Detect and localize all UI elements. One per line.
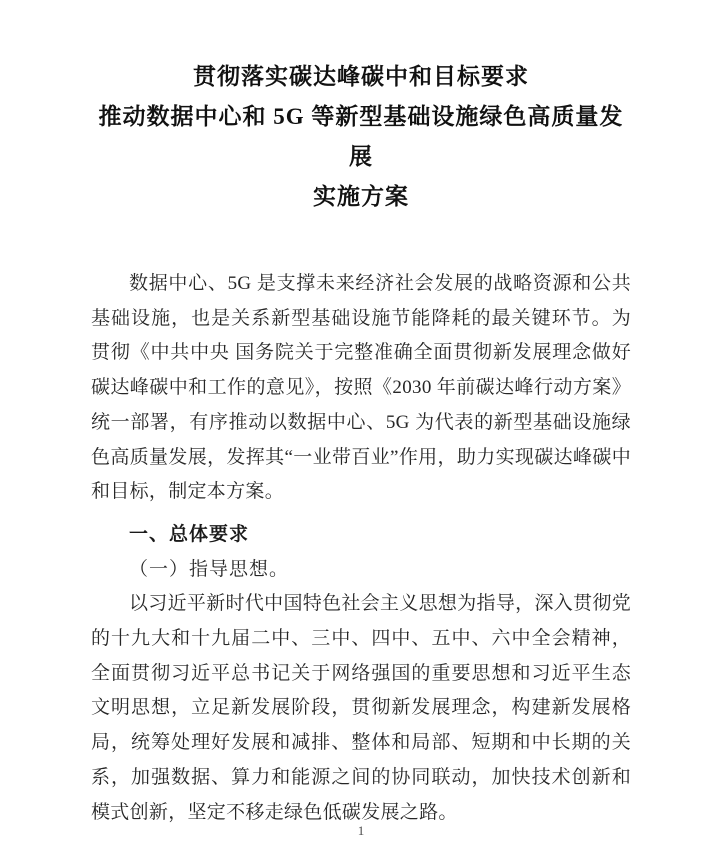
section-heading-overall-requirements: 一、总体要求 xyxy=(129,523,250,545)
title-line-1: 贯彻落实碳达峰碳中和目标要求 xyxy=(193,64,529,89)
page-number: 1 xyxy=(357,823,365,838)
intro-paragraph: 数据中心、5G 是支撑未来经济社会发展的战略资源和公共基础设施，也是关系新型基础设施节能降耗的最关键环节。为贯彻《中共中央 国务院关于完整准确全面贯彻新发展理念做好碳达峰碳中和工作的意见》，按照《2030 年前碳达峰行动方案》统一部署，有序推动以数据中心、5G 为代表的新型基础设施绿色高质量发展，发挥其“一业带百业”作用，助力实现碳达峰碳中和目标，制定本方案。 xyxy=(91,273,631,503)
title-line-3: 实施方案 xyxy=(313,184,409,209)
document-body xyxy=(91,267,631,830)
guiding-ideology-paragraph: 以习近平新时代中国特色社会主义思想为指导，深入贯彻党的十九大和十九届二中、三中、四中、五中、六中全会精神，全面贯彻习近平总书记关于网络强国的重要思想和习近平生态文明思想，立足新发展阶段，贯彻新发展理念，构建新发展格局，统筹处理好发展和减排、整体和局部、短期和中长期的关系，加强数据、算力和能源之间的协同联动，加快技术创新和模式创新，坚定不移走绿色低碳发展之路。 xyxy=(91,593,631,823)
document-title xyxy=(91,57,631,217)
subsection-heading-guiding-ideology: （一）指导思想。 xyxy=(129,558,290,580)
title-line-2: 推动数据中心和 5G 等新型基础设施绿色高质量发展 xyxy=(98,104,624,169)
